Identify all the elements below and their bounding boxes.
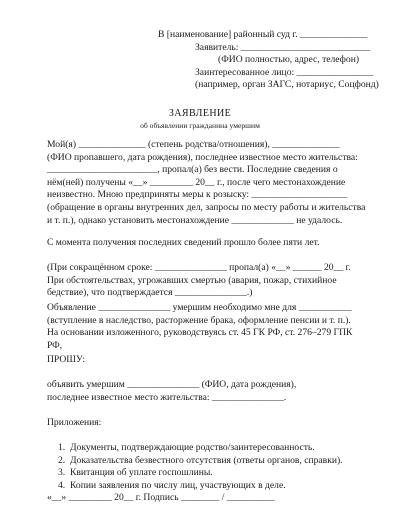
list-item-text: Квитанция об уплате госпошлины.	[70, 467, 213, 479]
list-number: 2.	[58, 454, 66, 466]
ask-heading	[47, 354, 382, 367]
paragraph-request	[47, 379, 382, 404]
attachments-heading	[47, 417, 382, 430]
attachments-list	[58, 442, 388, 492]
attachments-label: Приложения:	[47, 417, 102, 428]
applicant-line: Заявитель: ___________________________	[195, 41, 371, 53]
list-number: 1.	[58, 442, 66, 453]
text-line: последнее известное место жительства: _______________.	[47, 391, 287, 403]
text-line: (вступление в наследство, расторжение брака, оформление пенсии и т. п.).	[47, 314, 351, 326]
list-item	[58, 480, 388, 493]
text-line: (ФИО пропавшего, дата рождения), последнее известное место жительства:	[47, 151, 358, 163]
text-line: На основании изложенного, руководствуясь ст. 45 ГК РФ, ст. 276–279 ГПК	[47, 327, 353, 339]
list-item-text: Доказательства безвестного отсутствия (ответы органов, справки).	[70, 454, 343, 466]
text-line: _______________________, пропал(а) без вести. Последние сведения о	[47, 164, 338, 176]
paragraph-term	[47, 237, 382, 250]
title-subtitle: об объявлении гражданина умершим	[140, 120, 260, 130]
text-line: Мой(я) ______________ (степень родства/отношения), ______________	[47, 139, 340, 150]
text-line: объявить умершим _______________ (ФИО, дата рождения),	[47, 379, 297, 390]
signature-block	[47, 492, 382, 505]
document-header	[158, 29, 388, 92]
list-item-text: Копии заявления по числу лиц, участвующих в деле.	[70, 479, 286, 491]
text-line: (При сокращённом сроке: _______________ пропал(а) «__» ______ 20__ г.	[47, 262, 351, 273]
list-item	[58, 442, 388, 455]
title-main: ЗАЯВЛЕНИЕ	[168, 108, 232, 119]
paragraph-purpose	[47, 302, 382, 352]
text-line: неизвестно. Мною предприняты меры к розыску: ____________________	[47, 189, 348, 201]
interested-party-line: Заинтересованное лицо: ________________	[195, 66, 374, 78]
list-number: 3.	[58, 467, 66, 479]
text-line: нём(ней) получены «__» _________ 20__ г., после чего местонахождение	[47, 176, 346, 188]
list-item-text: Документы, подтверждающие родство/заинтересованность.	[70, 442, 315, 453]
list-item	[58, 455, 388, 468]
ask-label: ПРОШУ:	[47, 354, 86, 365]
paragraph-circumstances	[47, 139, 382, 227]
list-number: 4.	[58, 479, 66, 491]
text-line: и т. п.), однако установить местонахождение _____________ не удалось.	[47, 214, 343, 226]
list-item	[58, 467, 388, 480]
document-title	[0, 108, 400, 131]
text-line: При обстоятельствах, угрожавших смертью (авария, пожар, стихийное	[47, 274, 337, 286]
text-line: бедствие), что подтверждается _______________.)	[47, 287, 253, 299]
interested-party-hint: (например, орган ЗАГС, нотариус, Соцфонд)	[195, 79, 379, 91]
paragraph-shortened-term	[47, 262, 382, 300]
signature-line: «__» _________ 20__ г. Подпись ________ / __________	[47, 492, 275, 503]
text-line: РФ,	[47, 339, 63, 351]
text-line: Объявление _______________ умершим необходимо мне для ___________	[47, 302, 352, 313]
text-line: (обращение в органы внутренних дел, запросы по месту работы и жительства	[47, 201, 366, 213]
text-line: С момента получения последних сведений прошло более пяти лет.	[47, 237, 320, 248]
applicant-hint: (ФИО полностью, адрес, телефон)	[218, 54, 360, 66]
court-line: В [наименование] районный суд г. ______________	[158, 29, 368, 40]
